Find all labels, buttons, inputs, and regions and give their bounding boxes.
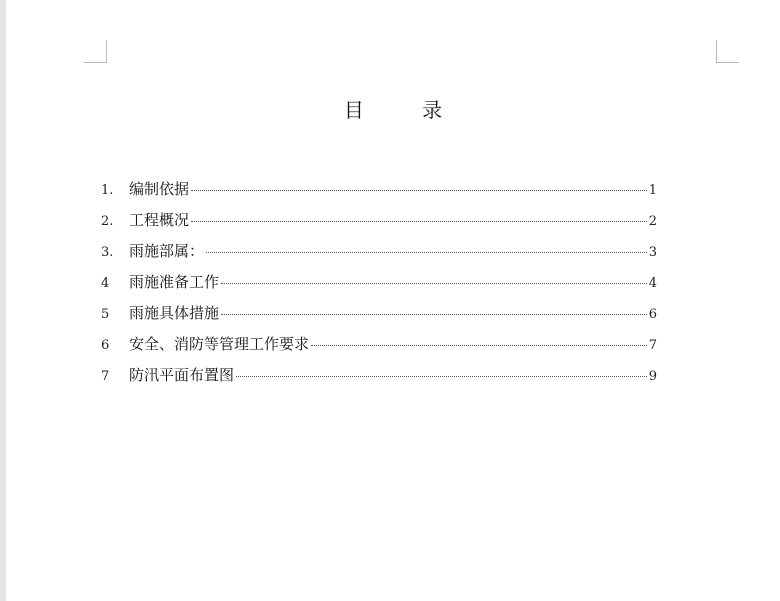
toc-entry-number: 7 [101, 369, 110, 384]
toc-leader-dots [221, 314, 647, 315]
toc-entry-number: 6 [101, 338, 110, 353]
toc-entry-page: 2 [648, 214, 657, 229]
toc-entry-text: 工程概况 [129, 211, 190, 229]
toc-entry[interactable] [101, 271, 657, 302]
toc-entry[interactable] [101, 302, 657, 333]
toc-entry-text: 雨施部属： [129, 242, 205, 260]
toc-entry-number: 1. [101, 183, 114, 198]
toc-leader-dots [191, 190, 647, 191]
toc-title: 目 录 [343, 98, 469, 122]
table-of-contents [101, 178, 657, 395]
toc-entry-text: 雨施准备工作 [129, 273, 220, 291]
toc-entry[interactable] [101, 333, 657, 364]
toc-leader-dots [221, 283, 647, 284]
toc-entry-number: 4 [101, 276, 110, 291]
toc-entry[interactable] [101, 178, 657, 209]
toc-entry-text: 编制依据 [129, 180, 190, 198]
margin-corner-top-left [84, 40, 107, 63]
toc-entry[interactable] [101, 240, 657, 271]
toc-entry-page: 9 [648, 369, 657, 384]
toc-entry[interactable] [101, 209, 657, 240]
toc-entry-number: 2. [101, 214, 114, 229]
toc-leader-dots [236, 376, 647, 377]
toc-entry-text: 安全、消防等管理工作要求 [129, 335, 310, 353]
margin-corner-top-right [716, 40, 739, 63]
toc-entry-page: 3 [648, 245, 657, 260]
toc-entry-text: 雨施具体措施 [129, 304, 220, 322]
toc-leader-dots [311, 345, 647, 346]
toc-entry-number: 5 [101, 307, 110, 322]
toc-leader-dots [206, 252, 647, 253]
toc-entry-page: 7 [648, 338, 657, 353]
toc-entry-page: 4 [648, 276, 657, 291]
toc-entry-number: 3. [101, 245, 114, 260]
toc-entry-text: 防汛平面布置图 [129, 366, 235, 384]
document-page[interactable] [6, 0, 780, 601]
toc-entry[interactable] [101, 364, 657, 395]
toc-entry-page: 1 [648, 183, 657, 198]
toc-leader-dots [191, 221, 647, 222]
toc-entry-page: 6 [648, 307, 657, 322]
